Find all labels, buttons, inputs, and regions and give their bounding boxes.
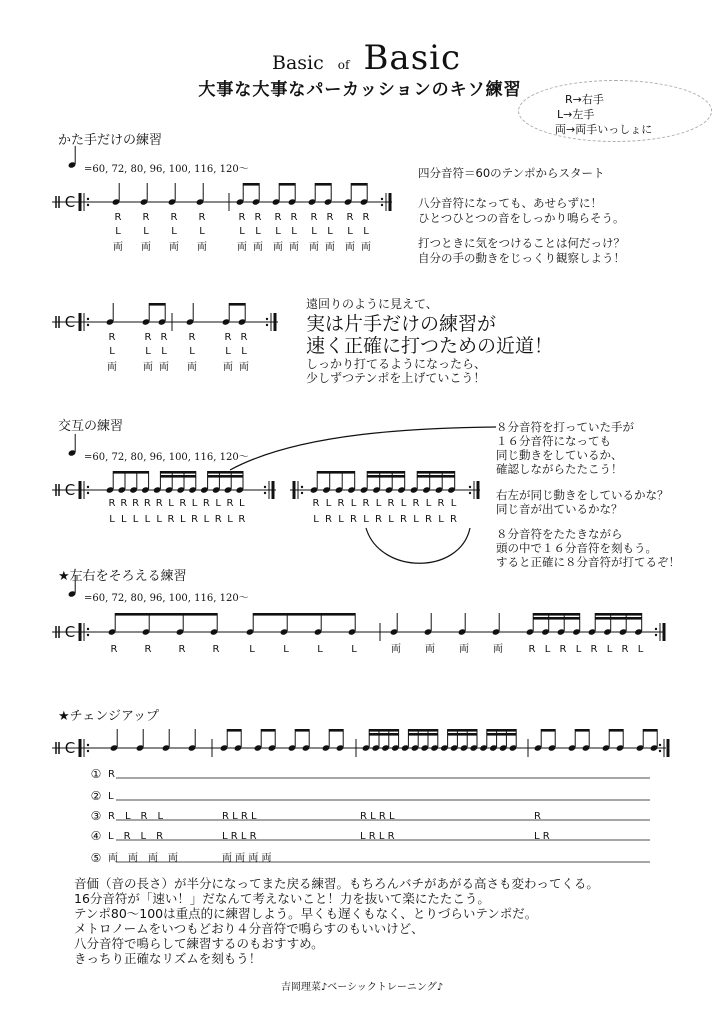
stick-label: R — [346, 212, 354, 223]
changeup-sticking: L R L R — [108, 831, 164, 842]
section3-note2: 右左が同じ動きをしているかな？ 同じ音が出ているかな？ — [496, 488, 669, 516]
stick-label: R — [132, 498, 140, 509]
stick-label: L — [637, 644, 644, 655]
section4-tempo: =60, 72, 80, 96, 100, 116, 120～ — [84, 593, 249, 604]
changeup-line-number: ③ — [90, 809, 102, 823]
section3-note1: ８分音符を打っていた手が １６分音符になっても 同じ動きをしているか、 確認しながらたたこう！ — [496, 420, 634, 476]
stick-label: L — [225, 346, 231, 357]
note-beam — [369, 733, 398, 736]
stick-label: R — [362, 498, 370, 509]
stick-label: L — [109, 346, 115, 357]
stick-label: R — [108, 498, 116, 509]
repeat-dot — [87, 486, 89, 488]
note-beam — [160, 475, 195, 478]
repeat-dot — [264, 486, 266, 488]
note-beam — [115, 613, 217, 616]
note-beam — [149, 303, 165, 306]
stick-label-both: 両 — [253, 242, 263, 253]
stick-label: R — [337, 498, 345, 509]
repeat-dot — [655, 634, 657, 636]
stick-label: R — [214, 514, 222, 525]
repeat-dot — [469, 486, 471, 488]
stick-label: R — [590, 644, 598, 655]
stick-label: R — [425, 514, 432, 525]
stick-label: L — [241, 346, 247, 357]
stick-label: R — [224, 332, 232, 343]
repeat-dot — [87, 744, 89, 746]
note-beam — [243, 183, 259, 186]
stick-label-both: 両 — [345, 242, 355, 253]
note-beam — [595, 613, 642, 616]
note-beam — [227, 729, 241, 732]
section1-note1: 四分音符＝60のテンポからスタート — [418, 166, 605, 180]
stick-label: L — [171, 226, 177, 237]
stick-label: R — [212, 644, 220, 655]
title-of: of — [337, 58, 350, 72]
stick-label: R — [387, 498, 395, 509]
stick-label: L — [143, 226, 149, 237]
stick-label: R — [310, 212, 318, 223]
repeat-dot — [659, 744, 661, 746]
changeup-sticking: L R L R — [360, 831, 395, 842]
note-beam — [367, 475, 405, 478]
stick-label: L — [191, 498, 198, 509]
stick-label: L — [347, 226, 353, 237]
stick-label: L — [227, 514, 233, 525]
time-signature-c: C — [64, 481, 76, 499]
stick-label: L — [189, 346, 195, 357]
stick-label: L — [115, 226, 121, 237]
section2-intro: 遠回りのように見えて、 — [306, 297, 438, 311]
section1-heading: かた手だけの練習 — [58, 133, 163, 148]
section2-big1: 実は片手だけの練習が — [306, 313, 497, 335]
stick-label-both: 両 — [325, 242, 335, 253]
stick-label-both: 両 — [107, 362, 117, 373]
time-signature-c: C — [64, 739, 76, 757]
stick-label: R — [155, 498, 163, 509]
stick-label: R — [362, 212, 370, 223]
repeat-dot — [381, 204, 383, 206]
note-beam — [541, 729, 555, 732]
changeup-line-number: ⑤ — [90, 851, 102, 865]
stick-label: R — [400, 514, 407, 525]
section1-note2: 八分音符になっても、あせらずに！ ひとつひとつの音をしっかり鳴らそう。 — [418, 196, 625, 225]
stick-label: 両 — [391, 644, 401, 655]
section3-heading: 交互の練習 — [58, 419, 124, 434]
stick-label: L — [317, 644, 323, 655]
changeup-sticking: L — [108, 791, 114, 802]
stick-label-both: 両 — [289, 242, 299, 253]
stick-label: R — [274, 212, 282, 223]
stick-label: R — [179, 498, 187, 509]
stick-label: R — [226, 498, 234, 509]
stick-label: L — [161, 346, 167, 357]
stick-label: R — [160, 332, 168, 343]
stick-label: L — [313, 514, 319, 525]
repeat-dot — [301, 486, 303, 488]
stick-label: R — [142, 212, 150, 223]
note-beam — [417, 471, 455, 474]
changeup-line-number: ① — [90, 767, 102, 781]
changeup-description: 音価（音の長さ）が半分になってまた戻る練習。もちろんバチがあがる高さも変わってくる。 16分音符が「速い！」だなんて考えないこと！力を抜いて楽にたたこう。 テンポ80～100は重点的に練習しよう。早くも遅くもなく、とりづらいテンポだ。 メトロノームをいつもどおり４分音符で鳴らすのもいいけど、 八分音符で鳴らして練習するのもおすすめ。 きっちり正確なリズムを刻もう！ — [74, 876, 599, 966]
note-beam — [208, 475, 243, 478]
title-small: Basic — [272, 52, 324, 74]
stick-label: R — [238, 514, 246, 525]
changeup-sticking: L R — [534, 831, 550, 842]
note-beam — [253, 613, 355, 616]
stick-label-both: 両 — [143, 362, 153, 373]
changeup-sticking: R L R L — [360, 811, 395, 822]
repeat-dot — [87, 204, 89, 206]
stick-label: L — [351, 644, 357, 655]
stick-label: R — [170, 212, 178, 223]
stick-label-both: 両 — [197, 242, 207, 253]
stick-label: R — [290, 212, 298, 223]
note-beam — [533, 613, 580, 616]
stick-label: R — [198, 212, 206, 223]
stick-label: L — [121, 514, 127, 525]
stick-label: L — [199, 226, 205, 237]
time-signature-c: C — [64, 313, 76, 331]
stick-label: R — [108, 332, 116, 343]
stick-label: L — [413, 514, 419, 525]
stick-label: R — [375, 514, 382, 525]
legend-both: 両→両手いっしょに — [555, 123, 653, 136]
stick-label: R — [437, 498, 445, 509]
repeat-dot — [264, 492, 266, 494]
repeat-dot — [266, 318, 268, 320]
repeat-dot — [469, 492, 471, 494]
stick-label-both: 両 — [113, 242, 123, 253]
stick-label: L — [311, 226, 317, 237]
stick-label: L — [350, 498, 357, 509]
repeat-dot — [87, 318, 89, 320]
note-beam — [609, 729, 623, 732]
stick-label: R — [110, 644, 118, 655]
stick-label: R — [178, 644, 186, 655]
repeat-dot — [87, 324, 89, 326]
stick-label: R — [144, 644, 152, 655]
repeat-dot — [87, 198, 89, 200]
stick-label: 両 — [493, 644, 503, 655]
note-beam — [643, 729, 657, 732]
note-beam — [487, 733, 516, 736]
note-beam — [229, 303, 245, 306]
stick-label: R — [559, 644, 567, 655]
stick-label: L — [388, 514, 394, 525]
stick-label-both: 両 — [239, 362, 249, 373]
stick-label: L — [375, 498, 382, 509]
stick-label-both: 両 — [309, 242, 319, 253]
stick-label: L — [283, 644, 289, 655]
stick-label: R — [412, 498, 420, 509]
stick-label-both: 両 — [237, 242, 247, 253]
stick-label: R — [188, 332, 196, 343]
section5-heading: ★チェンジアップ — [58, 709, 160, 724]
note-beam — [408, 733, 437, 736]
section1-tempo: =60, 72, 80, 96, 100, 116, 120～ — [84, 164, 249, 175]
repeat-dot — [87, 492, 89, 494]
repeat-dot — [381, 198, 383, 200]
stick-label: L — [109, 514, 115, 525]
stick-label: L — [575, 644, 582, 655]
stick-label: L — [145, 346, 151, 357]
legend-right: R→右手 — [565, 93, 604, 106]
stick-label: L — [249, 644, 255, 655]
stick-label: R — [120, 498, 128, 509]
stick-label-both: 両 — [273, 242, 283, 253]
time-signature-c: C — [64, 193, 76, 211]
repeat-dot — [655, 628, 657, 630]
stick-label: R — [254, 212, 262, 223]
page-subtitle: 大事な大事なパーカッションのキソ練習 — [198, 80, 522, 100]
arrow-curve — [366, 528, 470, 563]
stick-label: R — [202, 498, 210, 509]
repeat-dot — [301, 492, 303, 494]
changeup-sticking: R L R L — [222, 811, 257, 822]
legend-left: L→左手 — [557, 108, 595, 121]
stick-label-both: 両 — [169, 242, 179, 253]
stick-label: R — [528, 644, 536, 655]
stick-label: L — [438, 514, 444, 525]
stick-label: R — [325, 514, 332, 525]
note-beam — [487, 729, 516, 732]
stick-label: L — [291, 226, 297, 237]
stick-label: R — [238, 212, 246, 223]
note-beam — [329, 729, 343, 732]
stick-label-both: 両 — [361, 242, 371, 253]
stick-label: R — [167, 514, 175, 525]
note-beam — [351, 183, 367, 186]
note-beam — [279, 183, 295, 186]
stick-label-both: 両 — [187, 362, 197, 373]
changeup-sticking: R — [108, 769, 115, 780]
stick-label: L — [363, 226, 369, 237]
stick-label: R — [144, 332, 152, 343]
stick-label: L — [132, 514, 139, 525]
section4-heading: ★左右をそろえる練習 — [58, 569, 187, 584]
note-beam — [208, 471, 243, 474]
changeup-line-number: ④ — [90, 829, 102, 843]
stick-label: L — [239, 226, 245, 237]
note-beam — [317, 471, 355, 474]
changeup-sticking: R — [534, 811, 541, 822]
stick-label: R — [191, 514, 199, 525]
repeat-dot — [659, 750, 661, 752]
changeup-sticking: 両 両 両 両 — [222, 853, 272, 864]
repeat-dot — [87, 750, 89, 752]
repeat-dot — [266, 324, 268, 326]
stick-label: L — [215, 498, 221, 509]
stick-label: L — [168, 498, 174, 509]
stick-label: L — [400, 498, 407, 509]
stick-label: L — [180, 514, 186, 525]
note-beam — [575, 729, 589, 732]
stick-label: L — [327, 226, 333, 237]
stick-label: L — [363, 514, 369, 525]
stick-label: L — [144, 514, 151, 525]
stick-label: L — [275, 226, 281, 237]
note-beam — [448, 733, 477, 736]
changeup-sticking: 両 両 両 両 — [108, 853, 178, 864]
section3-tempo: =60, 72, 80, 96, 100, 116, 120～ — [84, 452, 249, 463]
stick-label: L — [255, 226, 261, 237]
stick-label: L — [325, 498, 332, 509]
note-beam — [595, 617, 642, 620]
stick-label: L — [156, 514, 162, 525]
stick-label: R — [312, 498, 320, 509]
note-beam — [408, 729, 437, 732]
note-beam — [113, 471, 148, 474]
section2-tail: しっかり打てるようになったら、 少しずつテンポを上げていこう！ — [306, 357, 487, 385]
stick-label: L — [203, 514, 210, 525]
stick-label: R — [350, 514, 357, 525]
note-beam — [533, 617, 580, 620]
stick-label: R — [240, 332, 248, 343]
section1-note3: 打つときに気をつけることは何だっけ？ 自分の手の動きをじっくり観察しよう！ — [418, 236, 625, 265]
stick-label: R — [143, 498, 151, 509]
repeat-dot — [87, 628, 89, 630]
stick-label: L — [425, 498, 432, 509]
note-beam — [417, 475, 455, 478]
note-beam — [315, 183, 331, 186]
note-beam — [367, 471, 405, 474]
footer-credit: 吉岡理菜♪ベーシックトレーニング♪ — [280, 982, 444, 993]
stick-label: R — [621, 644, 629, 655]
note-beam — [261, 729, 275, 732]
time-signature-c: C — [64, 623, 76, 641]
note-beam — [295, 729, 309, 732]
section2-big2: 速く正確に打つための近道！ — [306, 335, 554, 357]
note-beam — [369, 729, 398, 732]
note-beam — [160, 471, 195, 474]
stick-label-both: 両 — [159, 362, 169, 373]
stick-label: L — [338, 514, 344, 525]
stick-label: R — [326, 212, 334, 223]
stick-label: 両 — [425, 644, 435, 655]
title-big: Basic — [363, 38, 462, 78]
stick-label-both: 両 — [223, 362, 233, 373]
stick-label: L — [450, 498, 457, 509]
stick-label: L — [239, 498, 245, 509]
repeat-dot — [87, 634, 89, 636]
stick-label-both: 両 — [141, 242, 151, 253]
section3-note3: ８分音符をたたきながら 頭の中で１６分音符を刻もう。 すると正確に８分音符が打てるぞ！ — [496, 527, 680, 569]
stick-label: R — [114, 212, 122, 223]
stick-label: L — [606, 644, 613, 655]
changeup-sticking: L R L R — [222, 831, 257, 842]
stick-label: L — [544, 644, 551, 655]
changeup-sticking: R L R L — [108, 811, 164, 822]
stick-label: R — [450, 514, 457, 525]
arrow-curve — [230, 427, 496, 470]
stick-label: 両 — [459, 644, 469, 655]
note-beam — [448, 729, 477, 732]
changeup-line-number: ② — [90, 789, 102, 803]
